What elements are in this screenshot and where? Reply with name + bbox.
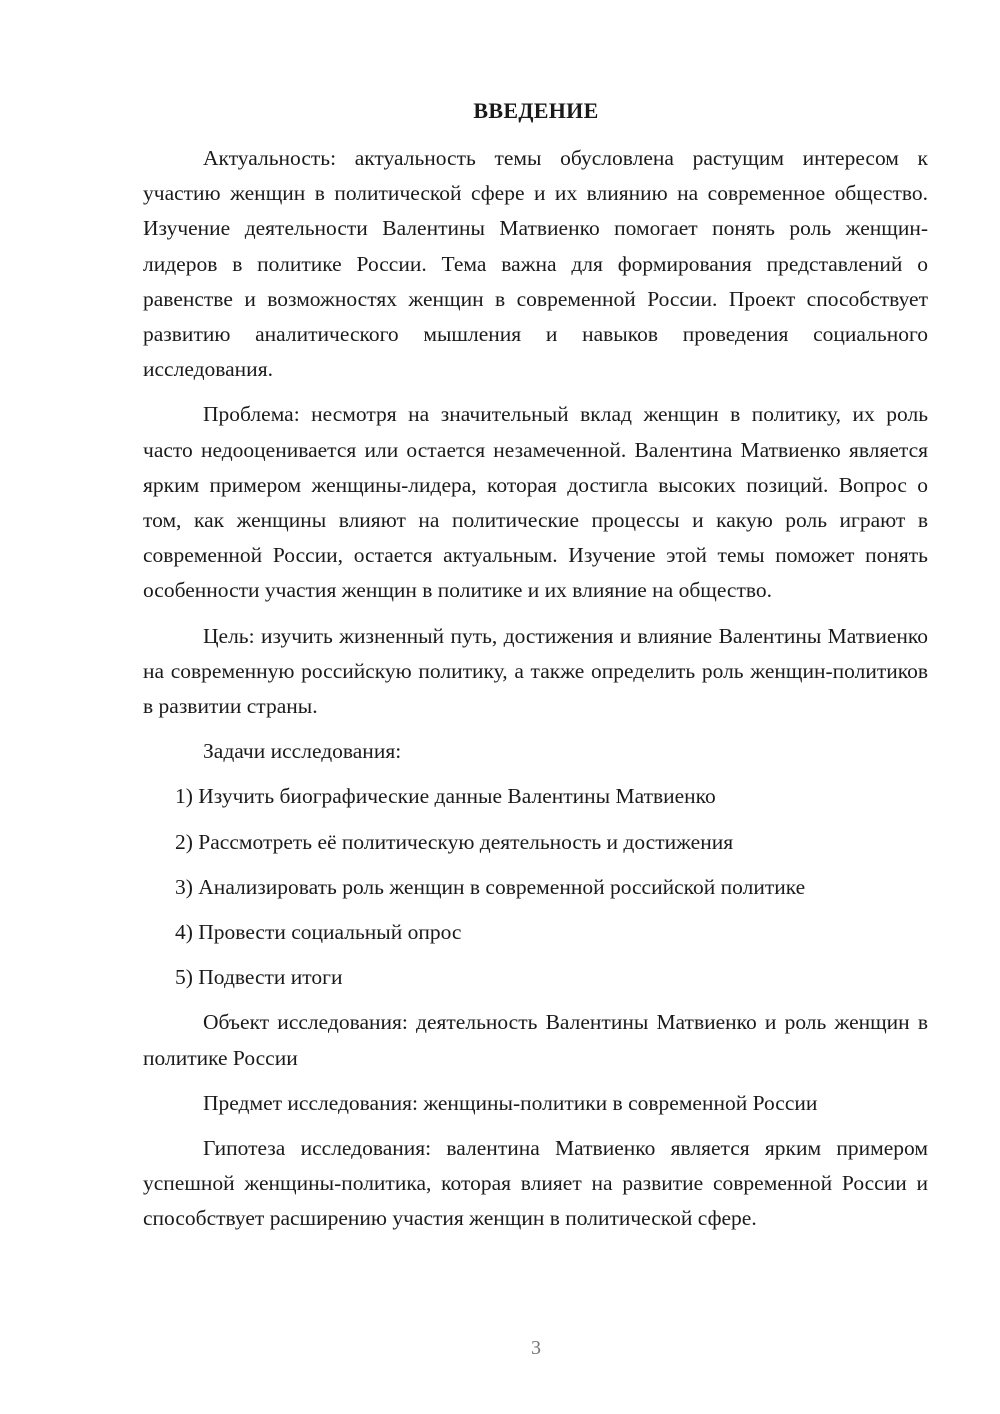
tasks-list — [143, 779, 928, 995]
paragraph-goal: Цель: изучить жизненный путь, достижения и влияние Валентины Матвиенко на современную российскую политику, а также определить роль женщин-политиков в развитии страны. — [143, 623, 928, 719]
paragraph-relevance: Актуальность: актуальность темы обусловлена растущим интересом к участию женщин в политической сфере и их влиянию на современное общество. Изучение деятельности Валентины Матвиенко помогает понять роль женщин-лидеров в политике России. Тема важна для формирования представлений о равенстве и возможностях женщин в современной России. Проект способствует развитию аналитического мышления и навыков проведения социального исследования. — [143, 146, 928, 382]
paragraph-problem: Проблема: несмотря на значительный вклад женщин в политику, их роль часто недооценивается или остается незамеченной. Валентина Матвиенко является ярким примером женщины-лидера, которая достигла высоких позиций. Вопрос о том, как женщины влияют на политические процессы и какую роль играют в современной России, остается актуальным. Изучение этой темы поможет понять особенности участия женщин в политике и их влияние на общество. — [143, 402, 928, 603]
body-text — [143, 141, 928, 1247]
list-item: 3) Анализировать роль женщин в современной российской политике — [175, 874, 806, 899]
paragraph-tasks-intro: Задачи исследования: — [203, 739, 402, 764]
list-item: 2) Рассмотреть её политическую деятельность и достижения — [175, 829, 734, 854]
list-item: 1) Изучить биографические данные Валентины Матвиенко — [175, 784, 716, 809]
list-item: 4) Провести социальный опрос — [175, 920, 462, 945]
paragraph-object: Объект исследования: деятельность Валентины Матвиенко и роль женщин в политике России — [143, 1010, 928, 1070]
list-item: 5) Подвести итоги — [175, 965, 343, 990]
section-heading: ВВЕДЕНИЕ — [473, 98, 599, 123]
page-number: 3 — [531, 1337, 541, 1359]
paragraph-subject: Предмет исследования: женщины-политики в современной России — [203, 1090, 818, 1115]
paragraph-hypothesis: Гипотеза исследования: валентина Матвиенко является ярким примером успешной женщины-политика, которая влияет на развитие современной России и способствует расширению участия женщин в политической сфере. — [143, 1136, 928, 1231]
